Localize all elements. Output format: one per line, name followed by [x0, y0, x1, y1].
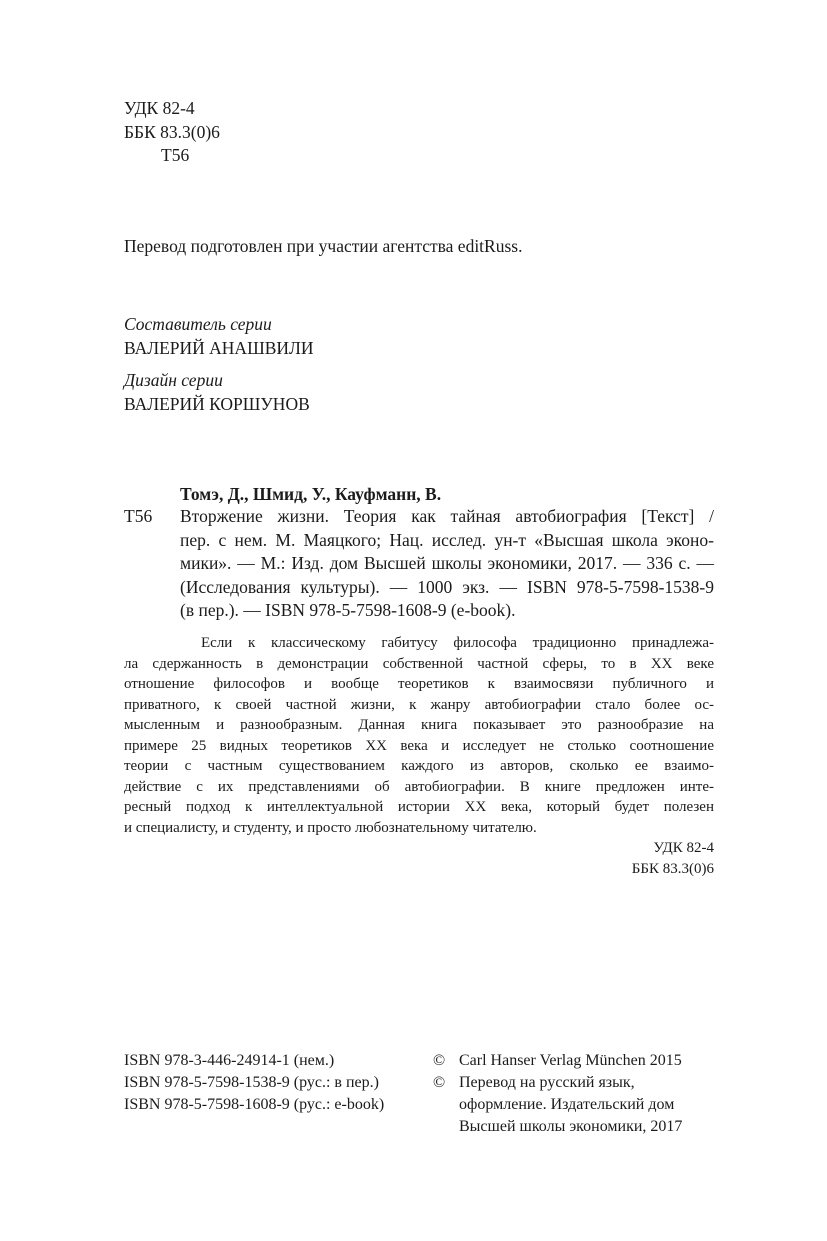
copyright-line: Высшей школы экономики, 2017	[459, 1118, 683, 1135]
author-mark: Т56	[161, 145, 190, 165]
credit-role: Дизайн серии	[124, 370, 223, 390]
copyright-line: оформление. Издательский дом	[459, 1096, 675, 1113]
annotation-line: приватного, к своей частной жизни, к жанру автобиографии стало более ос-	[124, 696, 714, 713]
entry-line: пер. с нем. М. Маяцкого; Нац. исслед. ун-т «Высшая школа эконо-	[180, 529, 714, 550]
classification-block	[124, 97, 220, 168]
bbk-code: ББК 83.3(0)6	[124, 121, 220, 142]
series-compiler	[124, 313, 314, 360]
credit-name: ВАЛЕРИЙ АНАШВИЛИ	[124, 337, 314, 358]
translation-note: Перевод подготовлен при участии агентства editRuss.	[124, 236, 523, 256]
annotation-line: Если к классическому габитусу философа традиционно принадлежа-	[201, 635, 714, 651]
entry-line: мики». — М.: Изд. дом Высшей школы экономики, 2017. — 336 с. —	[180, 553, 714, 573]
annotation-line: теории с частным существованием каждого из авторов, сколько ее взаимо-	[124, 758, 714, 774]
annotation-line: мысленным и разнообразным. Данная книга показывает это разнообразие на	[124, 717, 714, 733]
annotation	[124, 633, 714, 879]
annotation-line: и специалисту, и студенту, и просто любознательному читателю.	[124, 819, 537, 836]
entry-line: (Исследования культуры). — 1000 экз. — ISBN 978-5-7598-1538-9	[180, 576, 714, 597]
annotation-line: ла сдержанность в демонстрации собственной частной сферы, то в XX веке	[124, 655, 714, 672]
credit-name: ВАЛЕРИЙ КОРШУНОВ	[124, 393, 310, 414]
annotation-udk: УДК 82-4	[653, 840, 714, 856]
annotation-bbk: ББК 83.3(0)6	[631, 860, 714, 877]
copyright-symbol: ©	[433, 1074, 446, 1091]
entry-line: (в пер.). — ISBN 978-5-7598-1608-9 (e-book).	[180, 600, 516, 620]
annotation-line: отношение философов и вообще теоретиков к взаимосвязи публичного и	[124, 676, 714, 692]
copyright-original	[459, 1050, 682, 1072]
isbn-item: ISBN 978-5-7598-1608-9 (рус.: e-book)	[124, 1096, 385, 1113]
copyright-line: Перевод на русский язык,	[459, 1074, 635, 1091]
copyright-line: Carl Hanser Verlag München 2015	[459, 1052, 682, 1069]
isbn-item: ISBN 978-3-446-24914-1 (нем.)	[124, 1052, 335, 1069]
copyright-translation	[459, 1072, 682, 1138]
entry-authors: Томэ, Д., Шмид, У., Кауфманн, В.	[180, 484, 442, 504]
isbn-item: ISBN 978-5-7598-1538-9 (рус.: в пер.)	[124, 1074, 379, 1091]
copyright-symbol: ©	[433, 1052, 446, 1069]
series-designer	[124, 369, 310, 416]
udk-code: УДК 82-4	[124, 98, 195, 118]
credit-role: Составитель серии	[124, 314, 272, 334]
isbn-list	[124, 1050, 384, 1116]
entry-mark: Т56	[124, 506, 153, 526]
entry-line: Вторжение жизни. Теория как тайная автобиография [Текст] /	[180, 506, 714, 526]
bibliographic-entry	[180, 505, 714, 623]
annotation-line: действие с их представлениями об автобиографии. В книге предложен инте-	[124, 778, 714, 795]
annotation-line: ресный подход к интеллектуальной истории XX века, который будет полезен	[124, 799, 714, 815]
annotation-line: примере 25 видных теоретиков XX века и исследует не столько соотношение	[124, 737, 714, 754]
